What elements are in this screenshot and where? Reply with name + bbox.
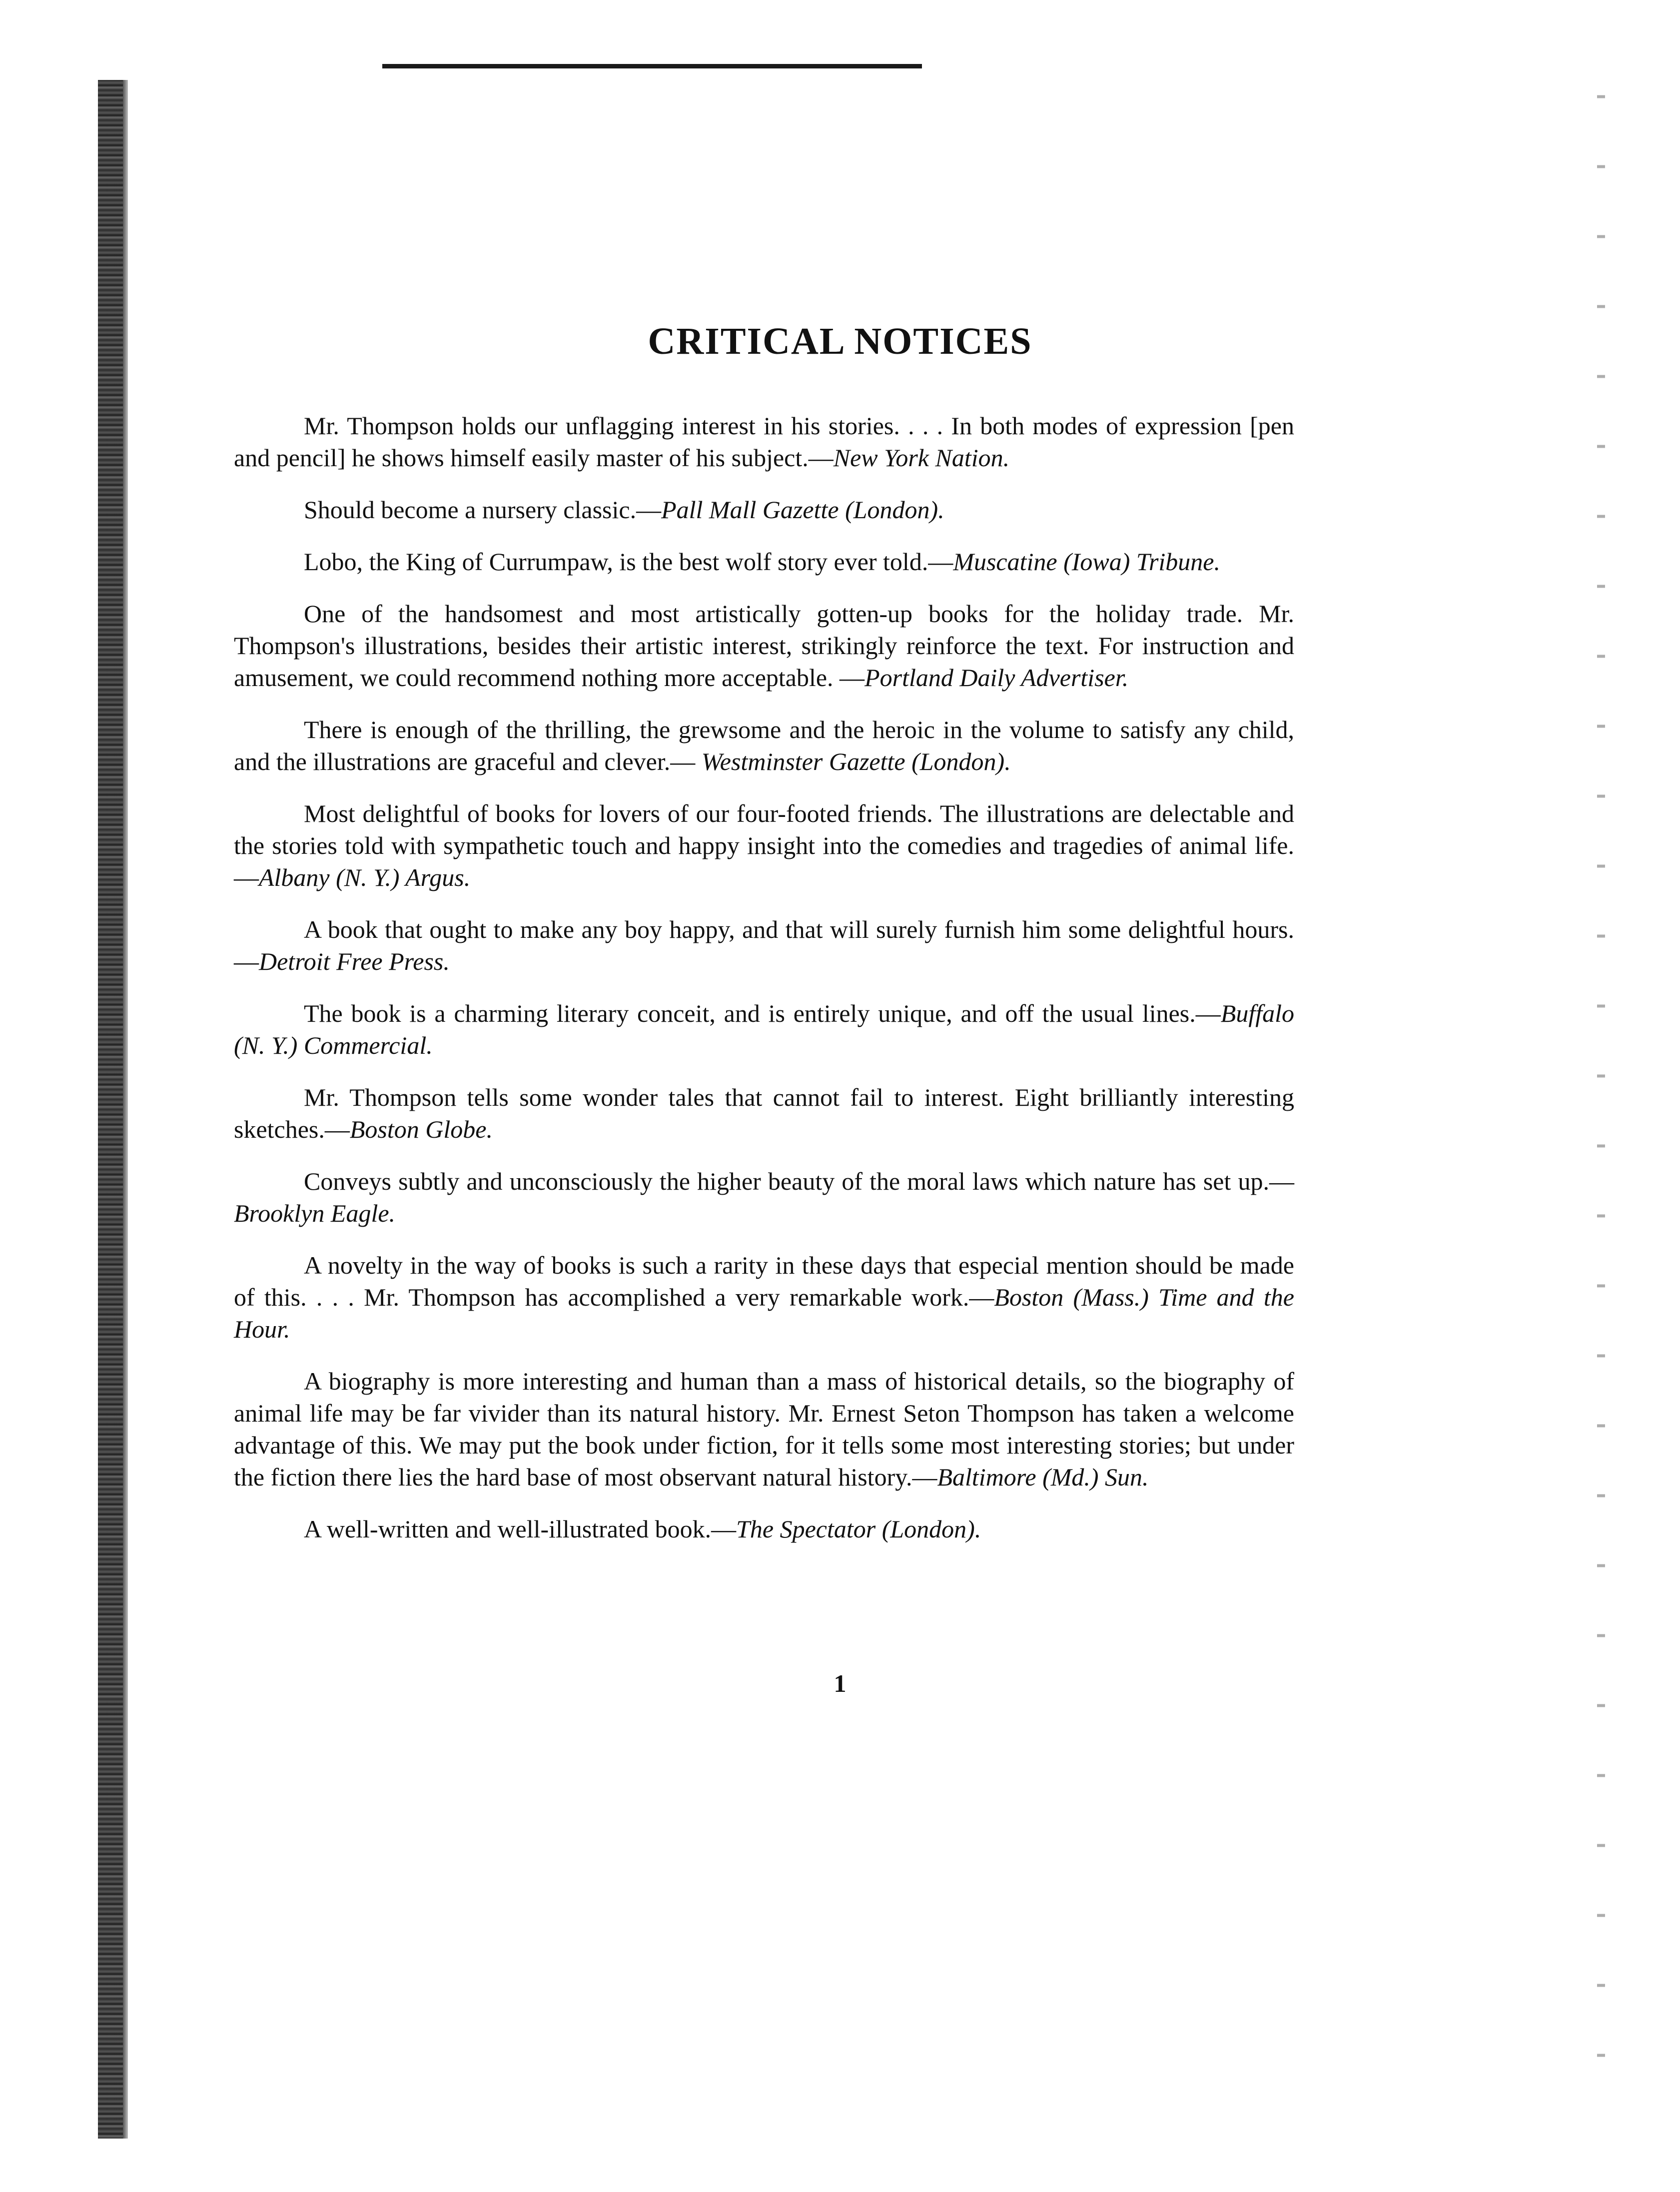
binding-edge [123, 80, 128, 2139]
notice-source: Detroit Free Press. [259, 947, 450, 975]
notice-source: Brooklyn Eagle. [234, 1199, 396, 1227]
notice-source: Buffalo (N. Y.) Commercial. [234, 999, 1294, 1059]
notice-source: The Spectator (London). [736, 1515, 981, 1543]
notice-source: Portland Daily Advertiser. [864, 664, 1129, 692]
notice-source: Boston Globe. [349, 1115, 493, 1143]
notice-item [234, 797, 1294, 893]
page-number: 1 [834, 1669, 846, 1697]
notice-item [234, 410, 1294, 474]
notice-text: Mr. Thompson holds our unflagging interest in his stories. . . . In both modes of expression [pen and pencil] he shows himself easily master of his subject.— [234, 412, 1294, 472]
notice-text: Should become a nursery classic.— [304, 496, 662, 524]
scan-specks [1597, 65, 1605, 2064]
notice-text: There is enough of the thrilling, the grewsome and the heroic in the volume to satisfy any child, and the illustrations are graceful and clever.— [234, 716, 1294, 775]
notice-text: Conveys subtly and unconsciously the higher beauty of the moral laws which nature has set up.— [304, 1167, 1294, 1195]
notice-text: A biography is more interesting and human than a mass of historical details, so the biography of animal life may be far vivider than its natural history. Mr. Ernest Seton Thompson has taken a welcome advantage of this. We may put the book under fiction, for it tells some most interesting stories; but under the fiction there lies the hard base of most observant natural history.— [234, 1367, 1294, 1491]
notice-source: New York Nation. [833, 444, 1010, 472]
notice-source: Boston (Mass.) Time and the Hour. [234, 1283, 1294, 1343]
notice-item [234, 1081, 1294, 1145]
notice-item [234, 598, 1294, 694]
top-rule [382, 64, 922, 68]
notice-item [234, 494, 1294, 526]
notice-text: A novelty in the way of books is such a rarity in these days that especial mention should be made of this. . . . Mr. Thompson has accomplished a very remarkable work.— [234, 1251, 1294, 1311]
notice-item [234, 1513, 1294, 1545]
notice-source: Westminster Gazette (London). [701, 747, 1011, 775]
notice-item [234, 913, 1294, 977]
notice-text: Most delightful of books for lovers of our four-footed friends. The illustrations are delectable and the stories told with sympathetic touch and happy insight into the comedies and tragedies of animal life.— [234, 799, 1294, 891]
notice-source: Baltimore (Md.) Sun. [937, 1463, 1149, 1491]
notice-item [234, 546, 1294, 578]
notice-item [234, 1365, 1294, 1493]
notice-text: The book is a charming literary conceit, and is entirely unique, and off the usual lines.— [304, 999, 1221, 1027]
binding-shadow [98, 80, 123, 2139]
notices-list [234, 410, 1294, 1565]
notice-source: Pall Mall Gazette (London). [661, 496, 944, 524]
notice-source: Albany (N. Y.) Argus. [259, 863, 471, 891]
notice-item [234, 714, 1294, 777]
notice-text: A well-written and well-illustrated book.— [304, 1515, 737, 1543]
notice-item [234, 1165, 1294, 1229]
notice-text: One of the handsomest and most artistically gotten-up books for the holiday trade. Mr. Thompson's illustrations, besides their artistic interest, strikingly reinforce the text. For instruction and amusement, we could recommend nothing more acceptable. — [234, 600, 1294, 692]
notice-item [234, 997, 1294, 1061]
notice-text: Lobo, the King of Currumpaw, is the best wolf story ever told.— [304, 548, 953, 576]
notice-source: Muscatine (Iowa) Tribune. [953, 548, 1220, 576]
page-title: CRITICAL NOTICES [648, 320, 1032, 362]
notice-text: Mr. Thompson tells some wonder tales that cannot fail to interest. Eight brilliantly interesting sketches.— [234, 1083, 1294, 1143]
notice-text: A book that ought to make any boy happy, and that will surely furnish him some delightful hours.— [234, 915, 1294, 975]
notice-item [234, 1249, 1294, 1345]
